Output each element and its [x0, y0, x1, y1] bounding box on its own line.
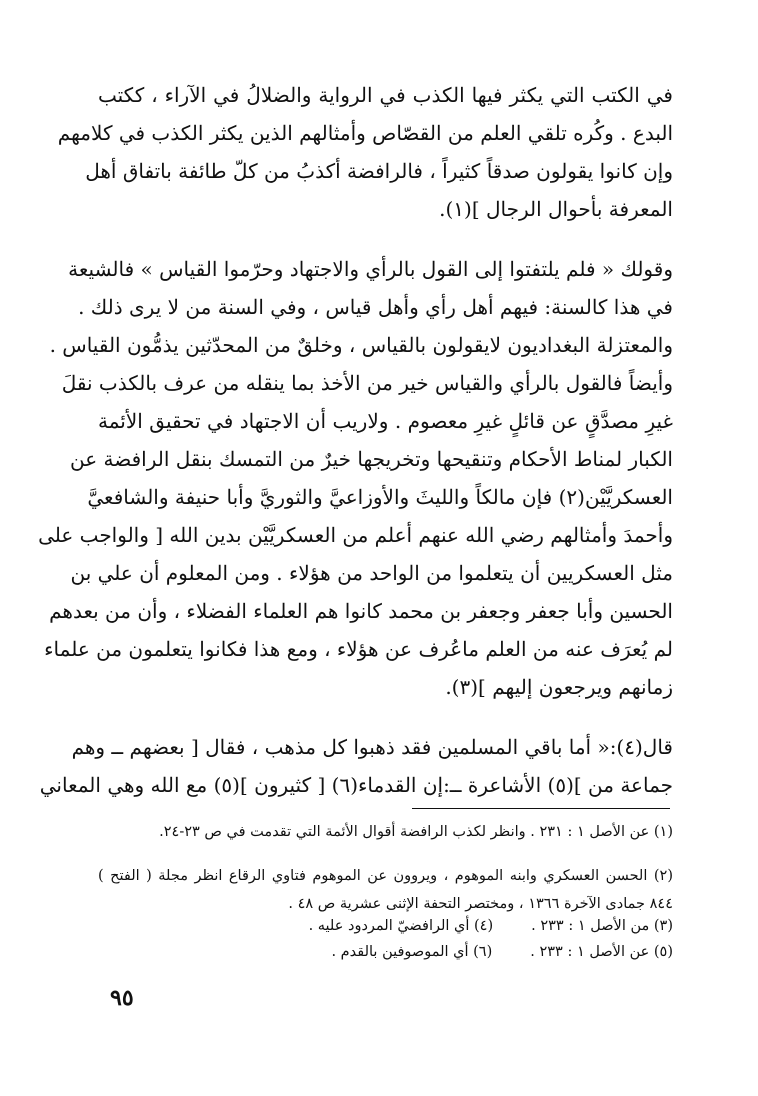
- text-line: غيرِ مصدَّقٍ عن قائلٍ غيرِ معصوم . ولاريب أن الاجتهاد في تحقيق الأئمة: [98, 409, 673, 433]
- page-number: ٩٥: [110, 985, 134, 1011]
- footnote-row: [98, 913, 673, 939]
- paragraph-3: [39, 728, 673, 804]
- text-line: العسكريَّيْن(٢) فإن مالكاً والليثَ والأوزاعيَّ والثوريَّ وأبا حنيفة والشافعيَّ: [87, 485, 673, 509]
- footnote-separator: [412, 808, 670, 809]
- text-line: في هذا كالسنة: فيهم أهل رأي وأهل قياس ، وفي السنة من لا يرى ذلك .: [78, 295, 673, 319]
- text-line: وأحمدَ وأمثالهم رضي الله عنهم أعلم من العسكريَّيْن بدين الله [ والواجب على: [38, 523, 673, 547]
- footnote-row: [98, 939, 673, 965]
- text-line: البدع . وكُره تلقي العلم من القصّاص وأمثالهم الذين يكثر الكذب في كلامهم: [57, 121, 673, 145]
- footnote-line: ٨٤٤ جمادى الآخرة ١٣٦٦ ، ومختصر التحفة الإثنى عشرية ص ٤٨ .: [288, 896, 673, 912]
- footnote-line: (٢) الحسن العسكري وابنه الموهوم ، ويروون عن الموهوم فتاوي الرقاع انظر مجلة ( الفتح ): [98, 868, 673, 884]
- text-line: وأيضاً فالقول بالرأي والقياس خير من الأخذ بما ينقله من عرف بالكذب نقلَ: [61, 371, 673, 395]
- footnote-2: [98, 862, 673, 918]
- footnote-1: [98, 818, 673, 846]
- footnote-line: (١) عن الأصل ١ : ٢٣١ . وانظر لكذب الرافضة أقوال الأئمة التي تقدمت في ص ٢٣-٢٤.: [159, 824, 673, 840]
- text-line: وقولك « فلم يلتفتوا إلى القول بالرأي والاجتهاد وحرّموا القياس » فالشيعة: [68, 257, 673, 281]
- footnote-5: (٥) عن الأصل ١ : ٢٣٣ .: [530, 944, 673, 960]
- paragraph-2: [38, 250, 673, 706]
- text-line: والمعتزلة البغداديون لايقولون بالقياس ، وخلقٌ من المحدّثين يذمُّون القياس .: [49, 333, 673, 357]
- text-line: المعرفة بأحوال الرجال ](١).: [439, 197, 673, 221]
- text-line: مثل العسكريين أن يتعلموا من الواحد من هؤلاء . ومن المعلوم أن علي بن: [70, 561, 673, 585]
- text-line: زمانهم ويرجعون إليهم ](٣).: [445, 675, 673, 699]
- footnotes-3-to-6: [98, 913, 673, 965]
- text-line: الكبار لمناط الأحكام وتنقيحها وتخريجها خيرٌ من التمسك بنقل الرافضة عن: [70, 447, 673, 471]
- text-line: الحسين وأبا جعفر وجعفر بن محمد كانوا هم العلماء الفضلاء ، وأن من بعدهم: [49, 599, 673, 623]
- text-line: قال(٤):« أما باقي المسلمين فقد ذهبوا كل مذهب ، فقال [ بعضهم ــ وهم: [71, 735, 673, 759]
- footnote-4: (٤) أي الرافضيّ المردود عليه .: [308, 918, 494, 934]
- text-line: في الكتب التي يكثر فيها الكذب في الرواية والضلالُ في الآراء ، ككتب: [98, 83, 673, 107]
- text-line: وإن كانوا يقولون صدقاً كثيراً ، فالرافضة أكذبُ من كلّ طائفة باتفاق أهل: [85, 159, 673, 183]
- text-line: جماعة من ](٥) الأشاعرة ــ:إن القدماء(٦) [ كثيرون ](٥) مع الله وهي المعاني: [39, 773, 673, 797]
- footnote-3: (٣) من الأصل ١ : ٢٣٣ .: [531, 918, 673, 934]
- paragraph-1: [57, 76, 673, 228]
- text-line: لم يُعرَف عنه من العلم ماعُرف عن هؤلاء ، ومع هذا فكانوا يتعلمون من علماء: [44, 637, 673, 661]
- footnote-6: (٦) أي الموصوفين بالقدم .: [331, 944, 493, 960]
